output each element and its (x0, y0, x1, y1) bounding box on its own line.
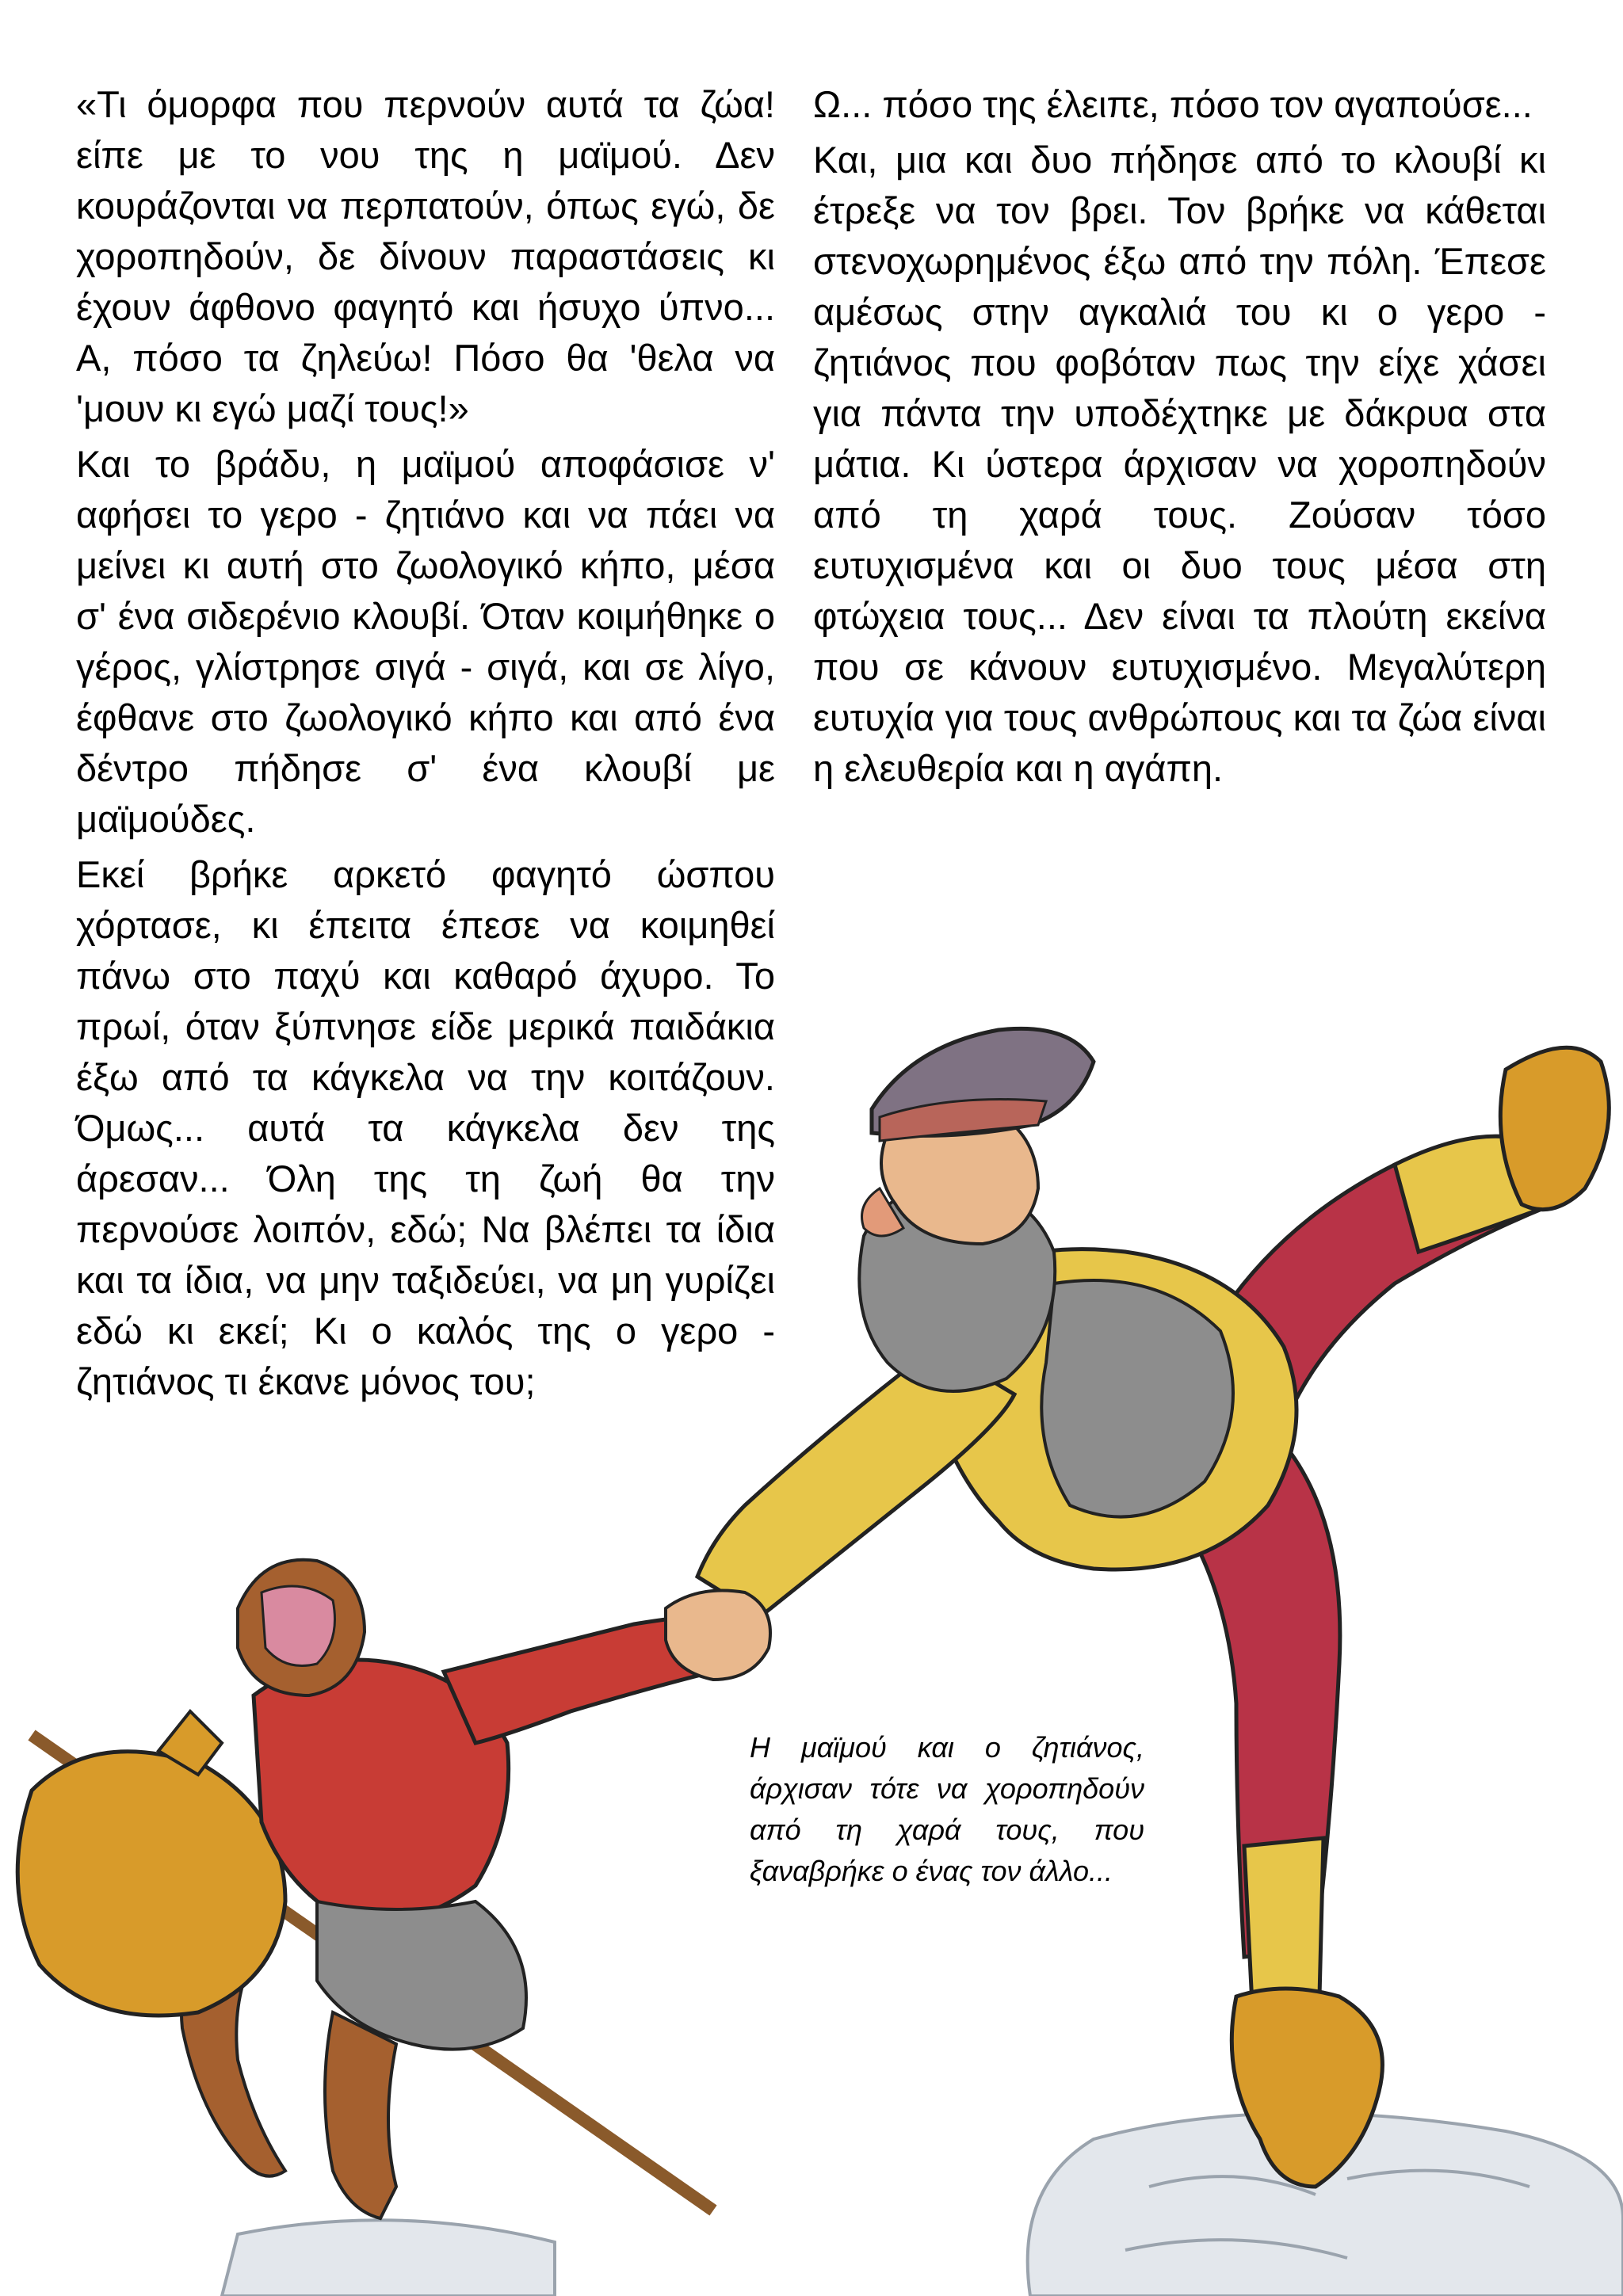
story-right-column (813, 79, 1546, 799)
illustration-caption: Η μαϊμού και ο ζητιάνος, άρχισαν τότε να χοροπηδούν από τη χαρά τους, που ξαναβρήκε ο ένας τον άλλο... (743, 1722, 1152, 1897)
ground-stones (222, 2113, 1623, 2296)
story-left-column (76, 79, 775, 1418)
story-paragraph: Ω... πόσο της έλειπε, πόσο τον αγαπούσε... (813, 83, 1533, 125)
story-paragraph: Και το βράδυ, η μαϊμού αποφάσισε ν' αφήσει το γερο - ζητιάνο και να πάει να μείνει κι αυτή στο ζωολογικό κήπο, μέσα σ' ένα σιδερένιο κλουβί. Όταν κοιμήθηκε ο γέρος, γλίστρησε σιγά - σιγά, και σε λίγο, έφθανε στο ζωολογικό κήπο και από ένα δέντρο πήδησε σ' ένα κλουβί με μαϊμούδες. (76, 443, 775, 840)
beggar-raised-shoe (1500, 1047, 1609, 1209)
beggar-fur-vest (1041, 1280, 1233, 1517)
monkey-figure (17, 1560, 713, 2218)
story-paragraph: «Τι όμορφα που περνούν αυτά τα ζώα! είπε με το νου της η μαϊμού. Δεν κουράζονται να περπατούν, όπως εγώ, δε χοροπηδούν, δε δίνουν παραστάσεις κι έχουν άφθονο φαγητό και ήσυχο ύπνο... Α, πόσο τα ζηλεύω! Πόσο θα 'θελα να 'μουν κι εγώ μαζί τους!» (76, 83, 775, 429)
monkey-face (262, 1586, 335, 1666)
story-paragraph: Εκεί βρήκε αρκετό φαγητό ώσπου χόρτασε, κι έπειτα έπεσε να κοιμηθεί πάνω στο παχύ και καθαρό άχυρο. Το πρωί, όταν ξύπνησε είδε μερικά παιδάκια έξω από τα κάγκελα να την κοιτάζουν. Όμως... αυτά τα κάγκελα δεν της άρεσαν... Όλη της τη ζωή θα την περνούσε λοιπόν, εδώ; Να βλέπει τα ίδια και τα ίδια, να μην ταξιδεύει, να μη γυρίζει εδώ κι εκεί; Κι ο καλός της ο γερο - ζητιάνος τι έκανε μόνος του; (76, 853, 775, 1402)
monkey-bundle (17, 1752, 285, 2016)
beggar-standing-sock (1244, 1838, 1323, 2004)
monkey-leg (325, 2012, 396, 2218)
beggar-figure (697, 1028, 1609, 2187)
clasped-hands (666, 1591, 770, 1680)
story-paragraph: Και, μια και δυο πήδησε από το κλουβί κι έτρεξε να τον βρει. Τον βρήκε να κάθεται στενοχωρημένος έξω από την πόλη. Έπεσε αμέσως στην αγκαλιά του κι ο γερο - ζητιάνος που φοβόταν πως την είχε χάσει για πάντα την υποδέχτηκε με δάκρυα στα μάτια. Κι ύστερα άρχισαν να χοροπηδούν από τη χαρά τους. Ζούσαν τόσο ευτυχισμένα και οι δυο τους μέσα στη φτώχεια τους... Δεν είναι τα πλούτη εκείνα που σε κάνουν ευτυχισμένο. Μεγαλύτερη ευτυχία για τους ανθρώπους και τα ζώα είναι η ελευθερία και η αγάπη. (813, 139, 1546, 789)
